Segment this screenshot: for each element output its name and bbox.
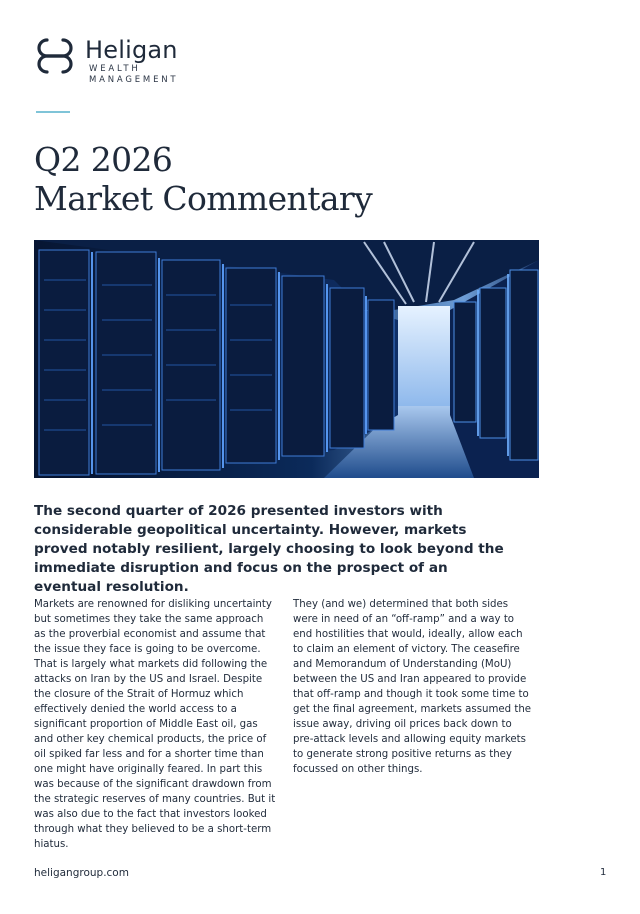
heligan-knot-icon — [33, 34, 77, 78]
page-number: 1 — [600, 867, 607, 878]
title-line-1: Q2 2026 — [34, 140, 173, 179]
footer-website[interactable]: heligangroup.com — [34, 867, 129, 879]
brand-tagline-line1: WEALTH — [89, 64, 141, 74]
title-line-2: Market Commentary — [34, 179, 373, 218]
server-room-corridor-image — [34, 240, 539, 478]
brand-name: Heligan — [85, 36, 178, 64]
brand-tagline-line2: MANAGEMENT — [89, 75, 179, 85]
accent-divider — [36, 111, 70, 113]
page-title — [34, 140, 372, 218]
body-column-left: Markets are renowned for disliking uncertainty but sometimes they take the same approach as the proverbial economist and assume that the issue they face is going to be overcome. That is largely what markets did following the attacks on Iran by the US and Israel. Despite the closure of the Strait of Hormuz which effectively denied the world access to a significant proportion of Middle East oil, gas and other key chemical products, the price of oil spiked far less and for a shorter time than one might have originally feared. In part this was because of the significant drawdown from the strategic reserves of many countries. But it was also due to the fact that investors looked through what they believed to be a short-term hiatus. — [34, 599, 276, 850]
brand-logo — [33, 34, 178, 86]
body-column-right: They (and we) determined that both sides were in need of an “off-ramp” and a way to end hostilities that would, ideally, allow each to claim an element of victory. The ceasefire and Memorandum of Understanding (MoU) between the US and Iran appeared to provide that off-ramp and though it took some time to get the final agreement, markets assumed the issue away, driving oil prices back down to pre-attack levels and allowing equity markets to generate strong positive returns as they focussed on other things. — [293, 599, 532, 775]
intro-paragraph: The second quarter of 2026 presented investors with considerable geopolitical uncertainty. However, markets proved notably resilient, largely choosing to look beyond the immediate disruption and focus on the prospect of an eventual resolution. — [34, 503, 504, 595]
